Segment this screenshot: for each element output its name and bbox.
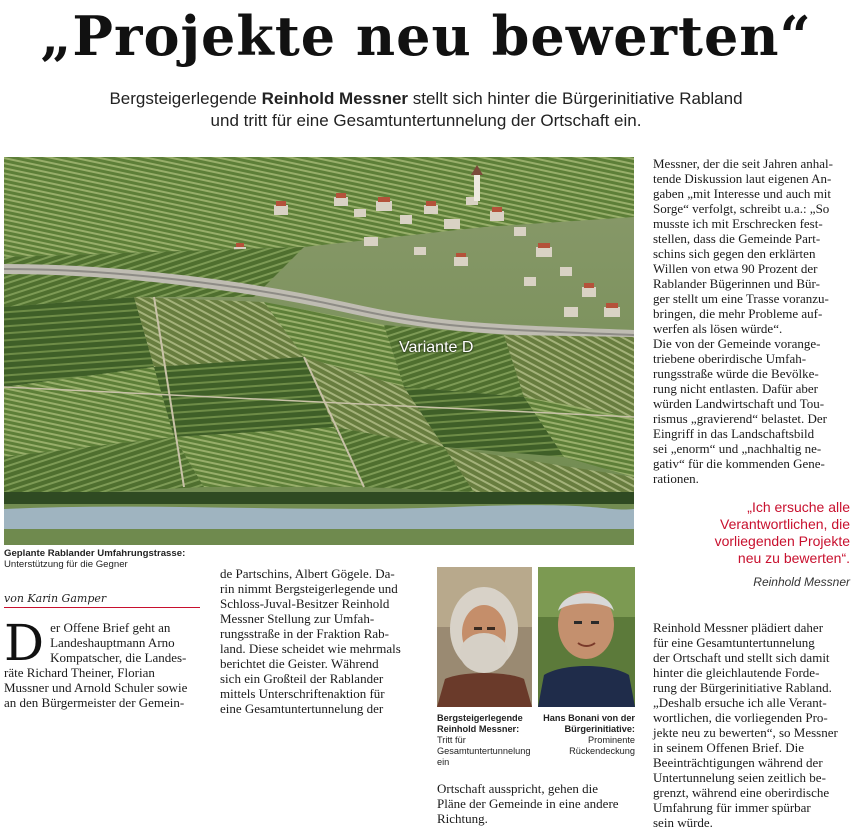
body-line: rungsstraße in der Fraktion Rab- [220, 626, 389, 641]
deck-text: und tritt für eine Gesamtuntertunnelung der Ortschaft ein. [210, 111, 642, 130]
body-line: Die von der Gemeinde vorange- [653, 336, 821, 351]
byline: von Karin Gamper [4, 592, 200, 608]
body-line: der Ortschaft und stellt sich damit [653, 650, 830, 665]
bonani-caption [538, 713, 635, 757]
photo-caption-title: Geplante Rablander Umfahrungstrasse: [4, 548, 186, 559]
variante-label: Variante D [399, 339, 474, 356]
pull-quote-line: Verantwortlichen, die [720, 516, 850, 532]
body-line: Messner, der die seit Jahren anhal- [653, 156, 833, 171]
body-line: würden Landwirtschaft und Tou- [653, 396, 825, 411]
body-line: hinter die gleichlautende Forde- [653, 665, 820, 680]
body-line: an den Bürgermeister der Gemein- [4, 695, 185, 710]
body-line: triebene oberirdische Umfah- [653, 351, 807, 366]
body-column-3 [437, 781, 634, 826]
body-line: rin nimmt Bergsteigerlegende und [220, 581, 398, 596]
body-line: Ortschaft ausspricht, gehen die [437, 781, 599, 796]
messner-caption-text: Tritt für Gesamtuntertunnelung ein [437, 735, 531, 767]
body-line: land. Diese scheidet wie mehrmals [220, 641, 401, 656]
bonani-caption-text: Prominente Rückendeckung [569, 735, 635, 756]
messner-portrait [437, 567, 532, 707]
pull-quote-author: Reinhold Messner [753, 575, 850, 589]
body-line: gaben „mit Interesse und auch mit [653, 186, 831, 201]
body-line: er Offene Brief geht an [50, 620, 171, 635]
body-line: stellen, dass die Gemeinde Part- [653, 231, 821, 246]
body-line: Untertunnelung seien zeitlich be- [653, 770, 826, 785]
body-line: „Deshalb ersuche ich alle Verant- [653, 695, 827, 710]
body-line: Eingriff in das Landschaftsbild [653, 426, 815, 441]
messner-caption [437, 713, 534, 768]
body-line: wortlichen, die vorliegenden Pro- [653, 710, 828, 725]
body-line: Kompatscher, die Landes- [50, 650, 187, 665]
body-column-1 [4, 614, 200, 710]
pull-quote [690, 499, 850, 567]
bonani-portrait [538, 567, 635, 707]
body-line: berichtet die Geister. Während [220, 656, 379, 671]
body-line: Messner Stellung zur Umfah- [220, 611, 375, 626]
body-line: rismus „gravierend“ belastet. Der [653, 411, 827, 426]
body-line: rung nicht entlasten. Dafür aber [653, 381, 818, 396]
pull-quote-line: „Ich ersuche alle [747, 499, 850, 515]
body-line: Richtung. [437, 811, 488, 826]
body-line: rungsstraße würde die Bevölke- [653, 366, 819, 381]
body-line: sein würde. [653, 815, 713, 828]
pull-quote-line: vorliegenden Projekte [714, 533, 850, 549]
aerial-photo [4, 157, 634, 545]
deck-text: Bergsteigerlegende [109, 89, 262, 108]
bonani-caption-name: Hans Bonani von der Bürgerinitiative: [543, 713, 635, 734]
body-line: in seinem Offenen Brief. Die [653, 740, 805, 755]
body-line: für eine Gesamtuntertunnelung [653, 635, 815, 650]
body-line: rung der Bürgerinitiative Rabland. [653, 680, 832, 695]
body-line: Pläne der Gemeinde in eine andere [437, 796, 619, 811]
body-line: jekte neu zu bewerten“, so Messner [653, 725, 838, 740]
body-line: Rablander Bügerinnen und Bür- [653, 276, 820, 291]
body-line: Umfahrung für immer spürbar [653, 800, 811, 815]
body-line: grenzt, während eine oberirdische [653, 785, 830, 800]
deck [60, 88, 792, 132]
pull-quote-line: neu zu bewerten“. [737, 550, 850, 566]
body-line: ger stellt um eine Trasse voranzu- [653, 291, 829, 306]
headline: „Projekte neu bewerten“ [40, 4, 812, 68]
body-line: schins sich gegen den erklärten [653, 246, 816, 261]
body-line: tende Diskussion laut eigenen An- [653, 171, 832, 186]
body-line: Mussner und Arnold Schuler sowie [4, 680, 188, 695]
body-line: Schloss-Juval-Besitzer Reinhold [220, 596, 390, 611]
messner-caption-name: Bergsteigerlegende Reinhold Messner: [437, 713, 523, 734]
body-line: Sorge“ verfolgt, schreibt u.a.: „So [653, 201, 830, 216]
body-line: Reinhold Messner plädiert daher [653, 620, 824, 635]
body-line: Landeshauptmann Arno [50, 635, 175, 650]
body-line: Willen von etwa 90 Prozent der [653, 261, 818, 276]
body-column-4-bottom [653, 620, 850, 828]
body-line: gativ“ für die kommenden Gene- [653, 456, 825, 471]
photo-caption-text: Unterstützung für die Gegner [4, 559, 128, 570]
deck-text: stellt sich hinter die Bürgerinitiative Rabland [408, 89, 743, 108]
deck-name: Reinhold Messner [261, 89, 409, 108]
body-line: werfen als lösen würde“. [653, 321, 783, 336]
body-line: mittels Unterschriftenaktion für [220, 686, 385, 701]
body-line: musste ich mit Erschrecken fest- [653, 216, 823, 231]
body-line: bringen, die mehr Probleme auf- [653, 306, 823, 321]
body-line: rationen. [653, 471, 699, 486]
body-column-4-top [653, 156, 850, 486]
drop-cap: D [4, 614, 45, 672]
body-line: Beeinträchtigungen während der [653, 755, 823, 770]
body-line: räte Richard Theiner, Florian [4, 665, 155, 680]
body-line: eine Gesamtuntertunnelung der [220, 701, 384, 716]
body-line: sich ein Großteil der Rablander [220, 671, 384, 686]
body-line: sei „enorm“ und „nachhaltig ne- [653, 441, 822, 456]
body-line: de Partschins, Albert Gögele. Da- [220, 566, 395, 581]
body-column-2 [220, 566, 416, 716]
